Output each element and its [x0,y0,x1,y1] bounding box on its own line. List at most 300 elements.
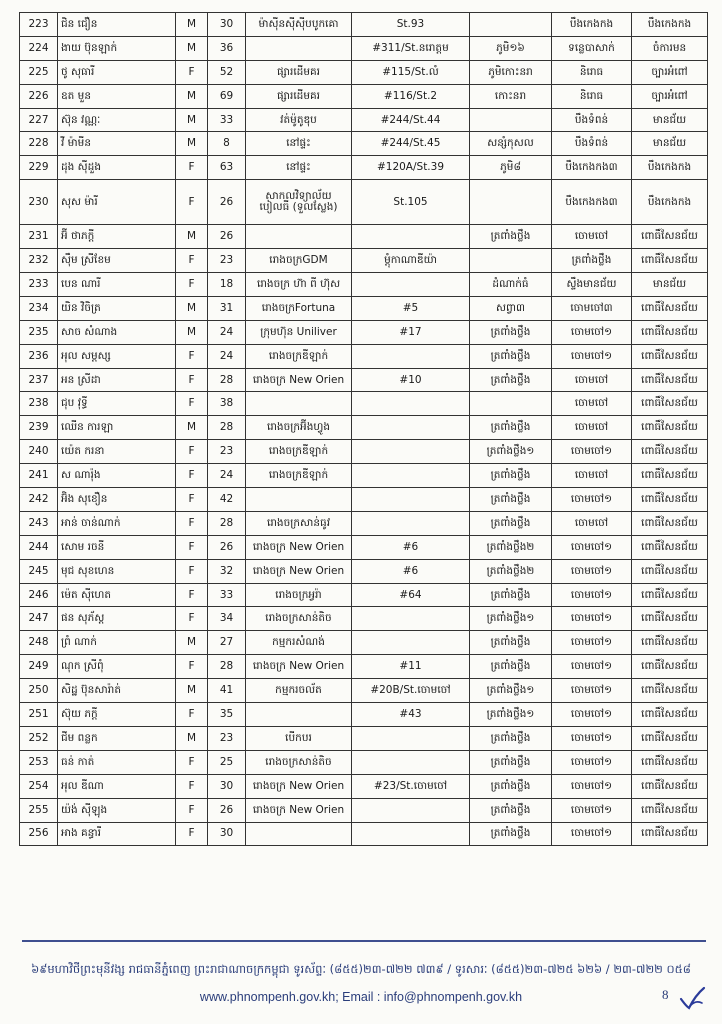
cell-name: ស៊ុយ ភក្តី [58,703,176,727]
table-row [20,368,708,392]
cell-village: ត្រពាំងថ្លឹង [470,822,552,846]
cell-sex: M [176,416,208,440]
cell-village: ដំណាក់ធំ [470,273,552,297]
cell-sex: F [176,180,208,225]
cell-sex: M [176,225,208,249]
cell-house-street [352,488,470,512]
cell-district: ពោធិ៍សែនជ័យ [632,822,708,846]
cell-name: ម៉េត ស៊ីហេត [58,583,176,607]
cell-sex: M [176,631,208,655]
cell-house-street: #120A/St.39 [352,156,470,180]
cell-name: ស ណារ៉ុង [58,464,176,488]
cell-workplace: រោងចក្រសាន់ធូវ [246,511,352,535]
cell-name: សិដ្ឋ ប៊ុនសារ៉ាត់ [58,679,176,703]
cell-house-street [352,225,470,249]
cell-number: 248 [20,631,58,655]
table-row [20,607,708,631]
cell-sex: M [176,36,208,60]
cell-district: ពោធិ៍សែនជ័យ [632,296,708,320]
cell-commune: ចោមចៅ១ [552,798,632,822]
cell-sex: F [176,559,208,583]
cell-age: 28 [208,368,246,392]
cell-number: 230 [20,180,58,225]
table-row [20,798,708,822]
cell-house-street: St.93 [352,13,470,37]
cell-commune: ចោមចៅ១ [552,822,632,846]
cell-commune: ចោមចៅ [552,368,632,392]
cell-district: ពោធិ៍សែនជ័យ [632,631,708,655]
cell-name: ជុប វុទ្ធី [58,392,176,416]
cell-district: ពោធិ៍សែនជ័យ [632,798,708,822]
cell-age: 33 [208,108,246,132]
cell-workplace [246,703,352,727]
cell-district: ពោធិ៍សែនជ័យ [632,249,708,273]
cell-district: ចំការមន [632,36,708,60]
cell-number: 224 [20,36,58,60]
cell-name: អ៊ី ថាភក្តី [58,225,176,249]
table-row [20,703,708,727]
cell-age: 35 [208,703,246,727]
footer-rule [22,940,706,942]
cell-age: 34 [208,607,246,631]
cell-village: ត្រពាំងថ្លឹង២ [470,559,552,583]
cell-house-street: #43 [352,703,470,727]
cell-sex: M [176,679,208,703]
cell-district: ពោធិ៍សែនជ័យ [632,488,708,512]
cell-house-street [352,464,470,488]
cell-age: 28 [208,416,246,440]
cell-village: កោះនរា [470,84,552,108]
cell-age: 32 [208,559,246,583]
cell-commune: ចោមចៅ [552,392,632,416]
cell-commune: ចោមចៅ [552,416,632,440]
cell-number: 232 [20,249,58,273]
table-row [20,750,708,774]
cell-sex: M [176,726,208,750]
table-row [20,84,708,108]
cell-village [470,108,552,132]
table-row [20,511,708,535]
cell-village: សន្សំកុសល [470,132,552,156]
cell-age: 69 [208,84,246,108]
cell-commune: បឹងកេងកង៣ [552,180,632,225]
cell-number: 231 [20,225,58,249]
cell-village: ភូមិ១៦ [470,36,552,60]
cell-house-street: ម្តុំកាណាឌីយ៉ា [352,249,470,273]
table-row [20,180,708,225]
cell-district: ពោធិ៍សែនជ័យ [632,320,708,344]
cell-number: 247 [20,607,58,631]
cell-workplace: រោងចក្រ New Orien [246,535,352,559]
cell-house-street: St.105 [352,180,470,225]
cell-district: មានជ័យ [632,108,708,132]
table-row [20,679,708,703]
cell-name: អ៊ិង សុខឿន [58,488,176,512]
cell-sex: F [176,392,208,416]
cell-name: ផន សុភ័ស្ត [58,607,176,631]
cell-sex: M [176,320,208,344]
cell-district: ពោធិ៍សែនជ័យ [632,368,708,392]
cell-age: 23 [208,249,246,273]
cell-village: ភូមិកោះនរា [470,60,552,84]
cell-village: ត្រពាំងថ្លឹង១ [470,703,552,727]
cell-workplace: រោងចក្រឌីឡាក់ [246,344,352,368]
cell-workplace: រោងចក្រ New Orien [246,655,352,679]
cell-village: ត្រពាំងថ្លឹង១ [470,440,552,464]
cell-number: 234 [20,296,58,320]
cell-commune: ត្រពាំងថ្លឹង [552,249,632,273]
cell-sex: F [176,511,208,535]
cell-house-street: #244/St.44 [352,108,470,132]
cell-house-street: #115/St.លំ [352,60,470,84]
cell-age: 30 [208,822,246,846]
cell-village: ត្រពាំងថ្លឹង [470,488,552,512]
cell-age: 26 [208,535,246,559]
cell-village [470,249,552,273]
cell-commune: ចោមចៅ [552,511,632,535]
cell-district: ពោធិ៍សែនជ័យ [632,464,708,488]
table-row [20,249,708,273]
cell-age: 27 [208,631,246,655]
cell-commune: ទន្លេបាសាក់ [552,36,632,60]
table-row [20,655,708,679]
table-row [20,225,708,249]
cell-age: 18 [208,273,246,297]
cell-village: ត្រពាំងថ្លឹង [470,655,552,679]
table-row [20,631,708,655]
cell-house-street [352,511,470,535]
cell-sex: F [176,750,208,774]
cell-commune: បឹងកេងកង៣ [552,156,632,180]
cell-number: 242 [20,488,58,512]
cell-age: 23 [208,440,246,464]
cell-workplace: រោងចក្រ ហ៊ា ពី ហ៊ុស [246,273,352,297]
footer-contact: www.phnompenh.gov.kh; Email : info@phnompenh.gov.kh [199,990,523,1004]
cell-district: ពោធិ៍សែនជ័យ [632,225,708,249]
cell-workplace: រោងចក្រអ្វរ៉ា [246,583,352,607]
cell-commune: ចោមចៅ១ [552,440,632,464]
cell-name: មុជ សុខហេន [58,559,176,583]
cell-number: 227 [20,108,58,132]
table-row [20,320,708,344]
cell-commune: ចោមចៅ១ [552,774,632,798]
page-number: 8 [662,987,669,1002]
cell-house-street: #10 [352,368,470,392]
cell-district: ពោធិ៍សែនជ័យ [632,583,708,607]
cell-number: 235 [20,320,58,344]
cell-sex: M [176,296,208,320]
cell-house-street [352,631,470,655]
cell-workplace: រោងចក្រឌីឡាក់ [246,464,352,488]
cell-age: 28 [208,655,246,679]
cell-village [470,392,552,416]
cell-commune: ចោមចៅ៣ [552,296,632,320]
cell-workplace: នៅផ្ទះ [246,156,352,180]
table-row [20,535,708,559]
cell-house-street [352,440,470,464]
cell-name: ឈើន ការឡា [58,416,176,440]
cell-age: 38 [208,392,246,416]
cell-number: 237 [20,368,58,392]
cell-number: 225 [20,60,58,84]
cell-district: មានជ័យ [632,132,708,156]
table-row [20,726,708,750]
cell-age: 63 [208,156,246,180]
cell-district: ពោធិ៍សែនជ័យ [632,392,708,416]
cell-number: 236 [20,344,58,368]
cell-district: បឹងកេងកង [632,180,708,225]
cell-commune: ចោមចៅ១ [552,488,632,512]
cell-number: 245 [20,559,58,583]
cell-name: អន ស្រីដា [58,368,176,392]
cell-number: 252 [20,726,58,750]
cell-district: មានជ័យ [632,273,708,297]
cell-sex: M [176,108,208,132]
cell-village: ត្រពាំងថ្លឹង [470,464,552,488]
cell-house-street [352,344,470,368]
cell-number: 251 [20,703,58,727]
table-row [20,108,708,132]
cell-name: ស៊ឹម ស្រីខែម [58,249,176,273]
cell-village: ត្រពាំងថ្លឹង១ [470,607,552,631]
cell-age: 23 [208,726,246,750]
cell-age: 24 [208,464,246,488]
cell-sex: F [176,798,208,822]
cell-sex: F [176,368,208,392]
cell-name: អាង គន្ធារី [58,822,176,846]
table-row [20,822,708,846]
cell-sex: F [176,440,208,464]
cell-workplace: រោងចក្រឌីឡាក់ [246,440,352,464]
cell-workplace [246,822,352,846]
cell-age: 24 [208,344,246,368]
table-row [20,60,708,84]
table-row [20,392,708,416]
cell-name: ងាយ ប៊ុនឡាក់ [58,36,176,60]
cell-commune: និរោធ [552,60,632,84]
cell-sex: F [176,703,208,727]
cell-village: ត្រពាំងថ្លឹង២ [470,535,552,559]
cell-name: យ៉េត ករនា [58,440,176,464]
table-row [20,416,708,440]
cell-district: ពោធិ៍សែនជ័យ [632,440,708,464]
table-row [20,583,708,607]
cell-number: 249 [20,655,58,679]
cell-name: សាច សំណាង [58,320,176,344]
cell-number: 223 [20,13,58,37]
cell-workplace: រោងចក្រ New Orien [246,368,352,392]
footer-address: ៦៩មហាវិថីព្រះមុនីវង្ស រាជធានីភ្នំពេញ ព្រះរាជាណាចក្រកម្ពុជា ទូរស័ព្ទៈ (៨៥៥)២៣-៧២២ ៧៣៩ / ទូរសារៈ (៨៥៥)២៣-៧២៥ ៦២៦ / ២៣-៧២២ ០៥៨ [31,962,691,976]
cell-name: ធន់ កាត់ [58,750,176,774]
cell-commune: ចោមចៅ១ [552,559,632,583]
cell-village: ភូមិ៨ [470,156,552,180]
cell-number: 233 [20,273,58,297]
cell-age: 28 [208,511,246,535]
cell-sex: F [176,607,208,631]
cell-age: 36 [208,36,246,60]
cell-district: ពោធិ៍សែនជ័យ [632,750,708,774]
cell-house-street [352,750,470,774]
cell-commune: ចោមចៅ១ [552,344,632,368]
cell-name: អុល ឌីណា [58,774,176,798]
cell-number: 253 [20,750,58,774]
cell-sex: F [176,60,208,84]
cell-number: 255 [20,798,58,822]
cell-house-street: #5 [352,296,470,320]
cell-district: បឹងកេងកង [632,156,708,180]
cell-house-street [352,726,470,750]
cell-age: 31 [208,296,246,320]
cell-workplace: រោងចក្រ New Orien [246,774,352,798]
cell-workplace: កម្មករសំណង់ [246,631,352,655]
cell-workplace: រោងចក្រFortuna [246,296,352,320]
cell-village: ត្រពាំងថ្លឹង [470,631,552,655]
cell-sex: F [176,156,208,180]
cell-sex: F [176,655,208,679]
cell-commune: ចោមចៅ១ [552,631,632,655]
cell-commune: ចោមចៅ១ [552,583,632,607]
cell-age: 26 [208,225,246,249]
cell-sex: F [176,273,208,297]
table-row [20,559,708,583]
cell-commune: បឹងកេងកង [552,13,632,37]
cell-workplace: នៅផ្ទះ [246,132,352,156]
table-row [20,488,708,512]
cell-name: ឧត មួន [58,84,176,108]
cell-district: ពោធិ៍សែនជ័យ [632,774,708,798]
cell-village: ត្រពាំងថ្លឹង [470,225,552,249]
cell-commune: ចោមចៅ១ [552,607,632,631]
cell-district: ច្បារអំពៅ [632,84,708,108]
table-row [20,296,708,320]
cell-village: ត្រពាំងថ្លឹង [470,344,552,368]
cell-name: អុល សម្តស្ស [58,344,176,368]
cell-name: ជីម ពន្លក [58,726,176,750]
cell-sex: M [176,132,208,156]
cell-sex: F [176,535,208,559]
cell-village: ត្រពាំងថ្លឹង [470,750,552,774]
cell-name: យិន វិចិត្រ [58,296,176,320]
cell-name: ដុង ស៊ីដួង [58,156,176,180]
cell-sex: M [176,13,208,37]
cell-house-street [352,392,470,416]
cell-name: សុស ម៉ារី [58,180,176,225]
cell-age: 24 [208,320,246,344]
handwritten-check-icon [678,985,706,1011]
cell-village: ត្រពាំងថ្លឹង១ [470,679,552,703]
cell-name: ជិន ជឿន [58,13,176,37]
cell-name: សោម រចនី [58,535,176,559]
table-row [20,440,708,464]
cell-name: ព្រំ ណាក់ [58,631,176,655]
cell-village: ត្រពាំងថ្លឹង [470,368,552,392]
table-row [20,464,708,488]
cell-workplace: ម៉ាស៊ីន​ស៊ីសុីបបូកគោ [246,13,352,37]
cell-house-street: #64 [352,583,470,607]
cell-workplace: រោងចក្រGDM [246,249,352,273]
cell-name: ណុក ស្រីពុំ [58,655,176,679]
cell-number: 240 [20,440,58,464]
cell-district: ច្បារអំពៅ [632,60,708,84]
cell-village: ត្រពាំងថ្លឹង [470,774,552,798]
cell-name: បេន ណារី [58,273,176,297]
cell-age: 26 [208,180,246,225]
cell-workplace: រោងចក្រអ៊ីងហ្វូង [246,416,352,440]
cell-village: ត្រពាំងថ្លឹង [470,583,552,607]
cell-age: 42 [208,488,246,512]
cell-number: 243 [20,511,58,535]
cell-house-street: #311/St.នរោត្តម [352,36,470,60]
cell-number: 250 [20,679,58,703]
cell-district: ពោធិ៍សែនជ័យ [632,535,708,559]
cell-workplace: រោងចក្រ New Orien [246,559,352,583]
table-row [20,156,708,180]
cell-age: 52 [208,60,246,84]
cell-name: យ៉ង់ ស៊ីឡុង [58,798,176,822]
cell-house-street: #20B/St.ចោមចៅ [352,679,470,703]
cell-district: បឹងកេងកង [632,13,708,37]
table-row [20,273,708,297]
cell-district: ពោធិ៍សែនជ័យ [632,655,708,679]
cell-village: ត្រពាំងថ្លឹង [470,416,552,440]
cell-sex: F [176,344,208,368]
cell-number: 229 [20,156,58,180]
cell-workplace: សាកលវិទ្យាល័យ បៀលធី (ទួលស្លែង) [246,180,352,225]
cell-commune: ចោមចៅ១ [552,726,632,750]
cell-age: 26 [208,798,246,822]
cell-number: 256 [20,822,58,846]
cell-district: ពោធិ៍សែនជ័យ [632,416,708,440]
cell-house-street: #116/St.2 [352,84,470,108]
cell-sex: F [176,583,208,607]
cell-house-street: #6 [352,535,470,559]
cell-district: ពោធិ៍សែនជ័យ [632,511,708,535]
table-row [20,13,708,37]
cell-age: 25 [208,750,246,774]
cell-number: 238 [20,392,58,416]
cell-village: ត្រពាំងថ្លឹង [470,798,552,822]
table-row [20,774,708,798]
cell-district: ពោធិ៍សែនជ័យ [632,703,708,727]
cell-district: ពោធិ៍សែនជ័យ [632,559,708,583]
cell-workplace: រោងចក្រសាន់តិច [246,607,352,631]
cell-sex: F [176,464,208,488]
cell-commune: ចោមចៅ១ [552,655,632,679]
cell-sex: F [176,249,208,273]
cell-village [470,180,552,225]
table-row [20,132,708,156]
cell-commune: ចោមចៅ១ [552,750,632,774]
cell-house-street: #244/St.45 [352,132,470,156]
cell-house-street: #23/St.ចោមចៅ [352,774,470,798]
cell-workplace: ផ្សារដើមគរ [246,84,352,108]
cell-district: ពោធិ៍សែនជ័យ [632,607,708,631]
cell-workplace: កម្មករចល័ត [246,679,352,703]
cell-commune: ចោមចៅ [552,464,632,488]
cell-workplace [246,225,352,249]
cell-commune: បឹងទំពន់ [552,132,632,156]
cell-workplace: រោងចក្រសាន់តិច [246,750,352,774]
roster-table [19,12,708,846]
cell-village: ត្រពាំងថ្លឹង [470,726,552,750]
cell-age: 8 [208,132,246,156]
cell-sex: F [176,822,208,846]
cell-number: 239 [20,416,58,440]
table-row [20,36,708,60]
cell-age: 41 [208,679,246,703]
cell-commune: ចោមចៅ១ [552,703,632,727]
cell-village [470,13,552,37]
